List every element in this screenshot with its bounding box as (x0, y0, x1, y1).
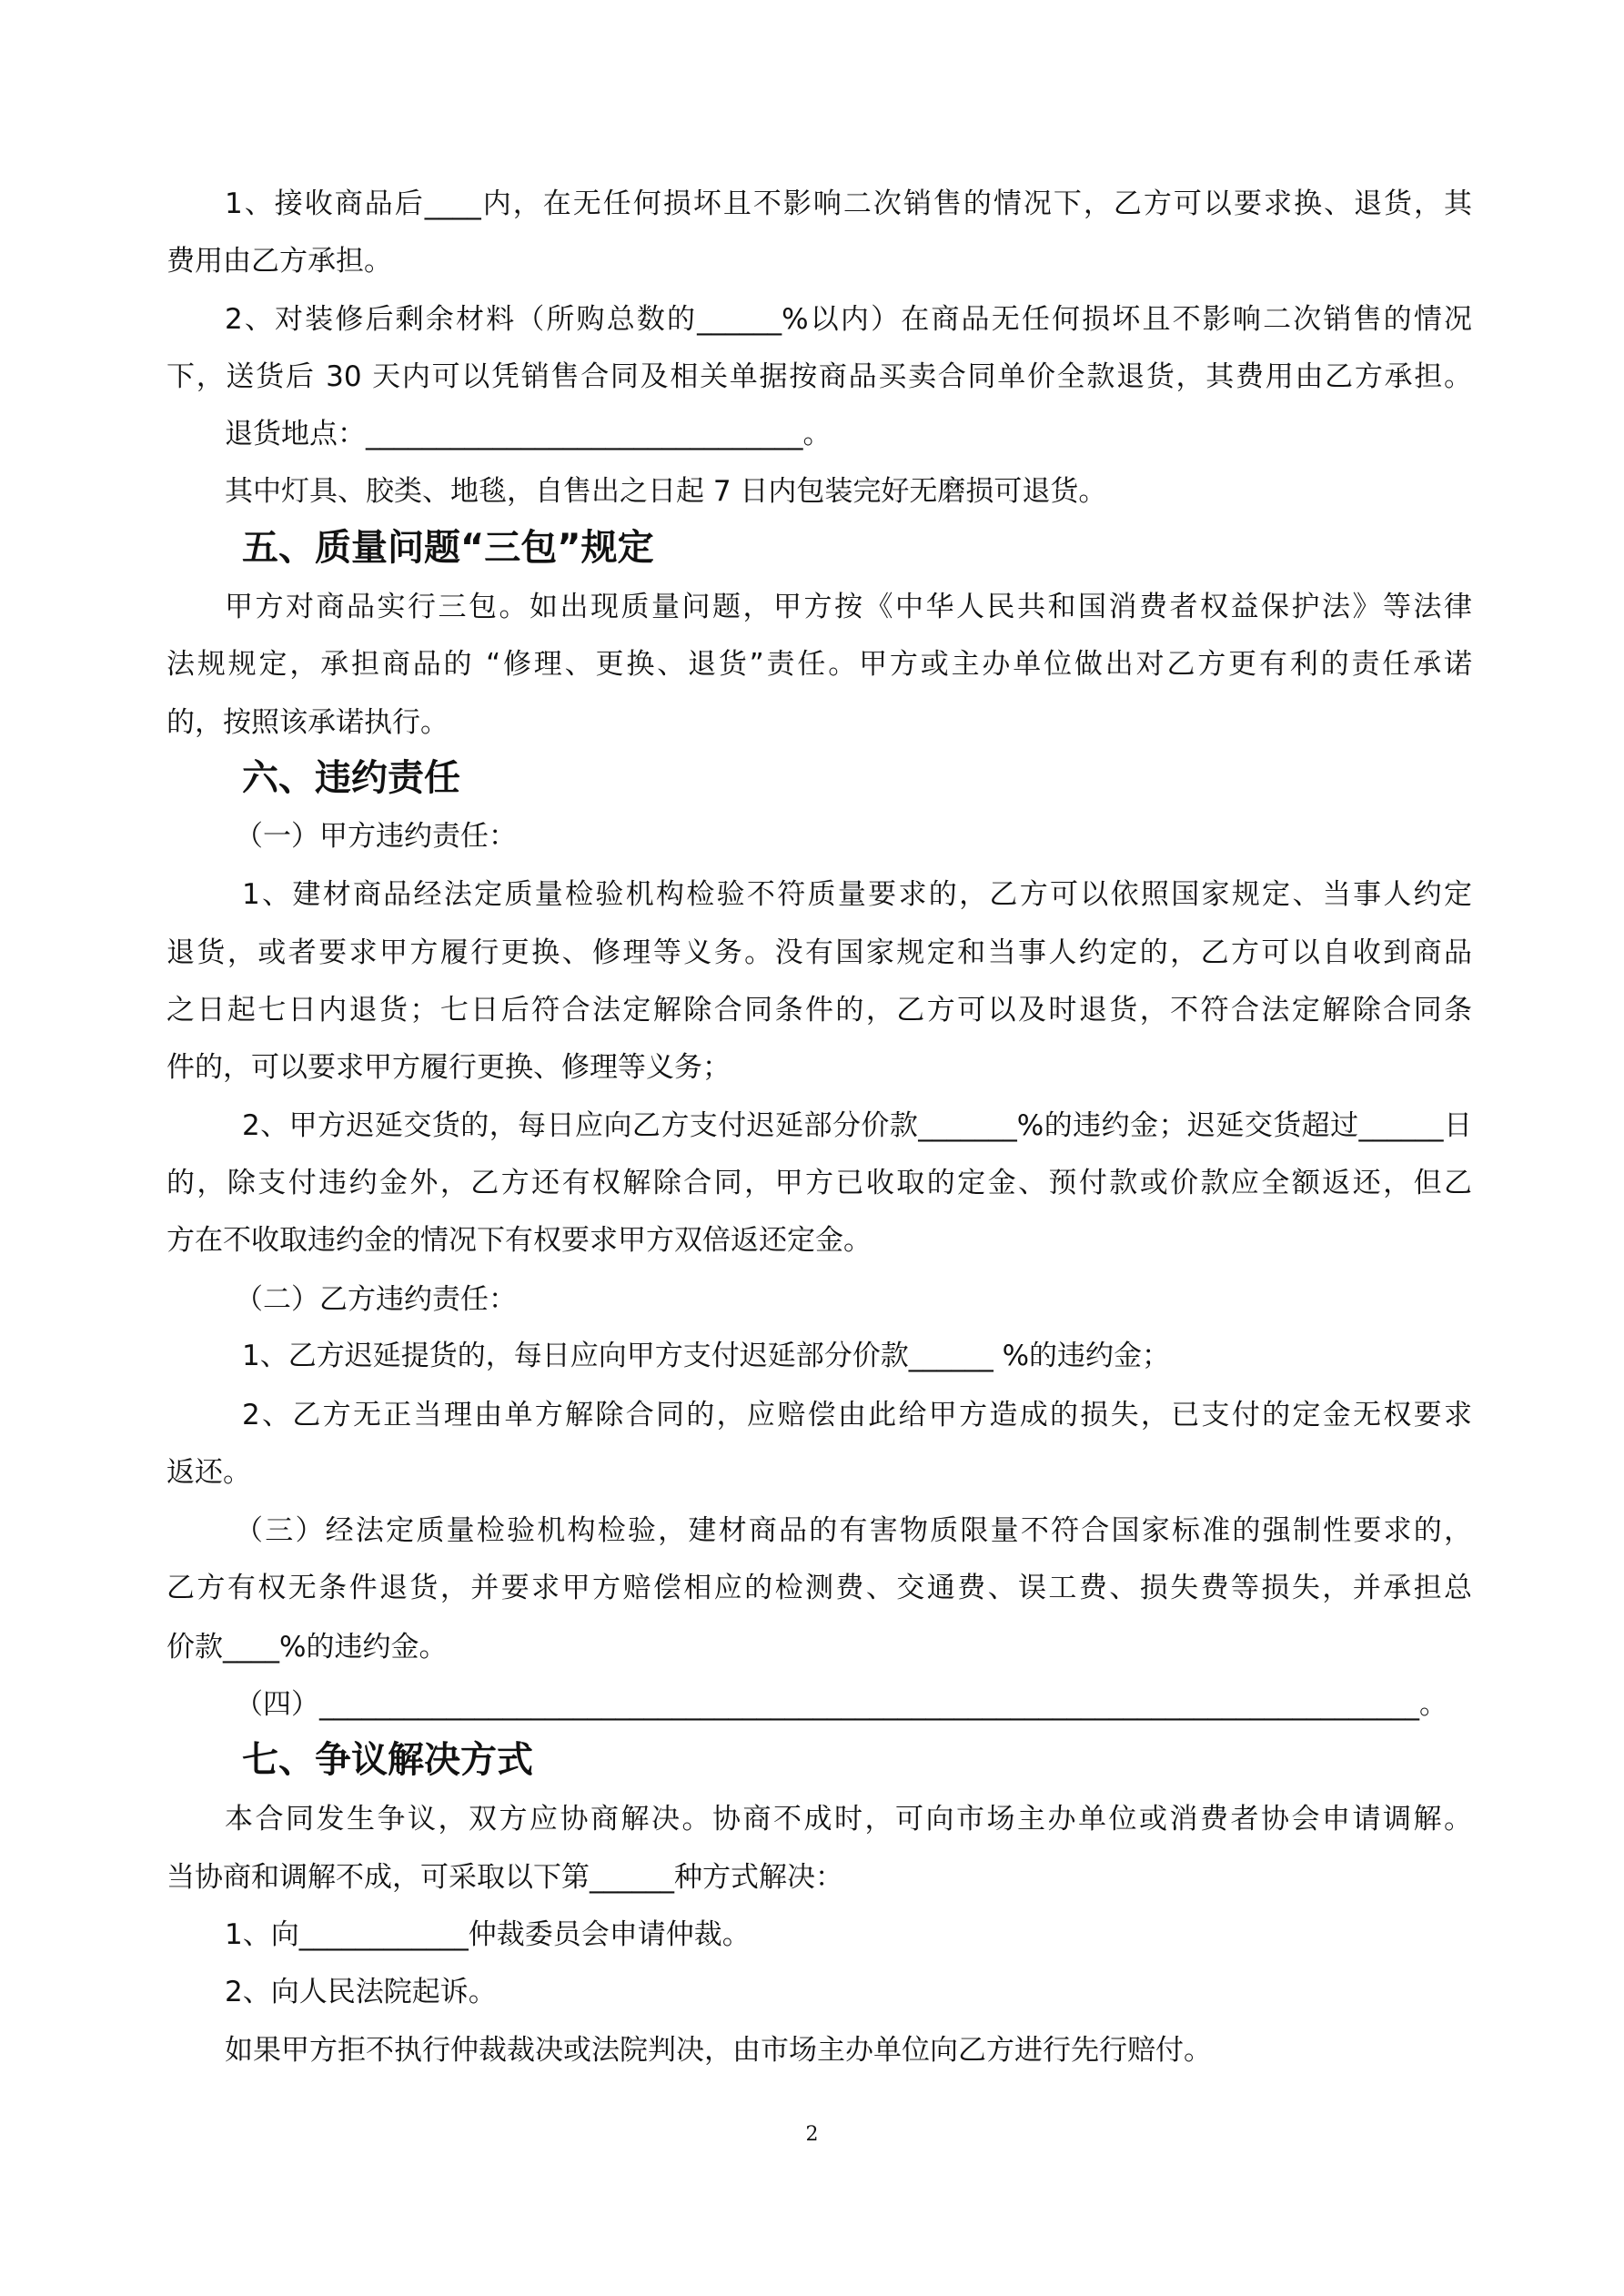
section-heading: 七、争议解决方式 (242, 1739, 533, 1781)
paragraph-line: 其中灯具、胶类、地毯，自售出之日起 7 日内包装完好无磨损可退货。 (225, 475, 1107, 508)
paragraph-line: 本合同发生争议，双方应协商解决。协商不成时，可向市场主办单位或消费者协会申请调解。 (225, 1803, 1472, 1836)
paragraph-line: 1、乙方迟延提货的，每日应向甲方支付迟延部分价款______ %的违约金； (242, 1340, 1171, 1372)
paragraph-line: 法规规定，承担商品的 “修理、更换、退货”责任。甲方或主办单位做出对乙方更有利的责任承诺 (166, 648, 1472, 681)
paragraph-line: 甲方对商品实行三包。如出现质量问题，甲方按《中华人民共和国消费者权益保护法》等法律 (225, 591, 1472, 623)
paragraph-line: （一）甲方违约责任： (235, 820, 517, 853)
page-number: 2 (805, 2123, 819, 2146)
paragraph-line: 退货，或者要求甲方履行更换、修理等义务。没有国家规定和当事人约定的，乙方可以自收到商品 (166, 936, 1472, 969)
paragraph-line: 的，除支付违约金外，乙方还有权解除合同，甲方已收取的定金、预付款或价款应全额返还，但乙 (166, 1167, 1472, 1199)
paragraph-line: （二）乙方违约责任： (235, 1283, 517, 1316)
paragraph-line: 2、对装修后剩余材料（所购总数的______%以内）在商品无任何损坏且不影响二次销售的情况 (225, 303, 1472, 336)
paragraph-line: 2、甲方迟延交货的，每日应向乙方支付迟延部分价款_______%的违约金；迟延交货超过______日 (242, 1109, 1472, 1142)
paragraph-line: 下，送货后 30 天内可以凭销售合同及相关单据按商品买卖合同单价全款退货，其费用由乙方承担。 (166, 360, 1472, 393)
paragraph-line: （三）经法定质量检验机构检验，建材商品的有害物质限量不符合国家标准的强制性要求的， (235, 1514, 1472, 1547)
paragraph-line: 价款____%的违约金。 (166, 1631, 448, 1664)
paragraph-line: 2、乙方无正当理由单方解除合同的，应赔偿由此给甲方造成的损失，已支付的定金无权要求 (242, 1399, 1472, 1431)
section-heading: 六、违约责任 (242, 757, 460, 799)
paragraph-line: 1、接收商品后____内，在无任何损坏且不影响二次销售的情况下，乙方可以要求换、退货，其 (225, 187, 1472, 220)
paragraph-line: 返还。 (166, 1456, 251, 1489)
paragraph-line: 1、向____________仲裁委员会申请仲裁。 (225, 1918, 751, 1951)
paragraph-line: 方在不收取违约金的情况下有权要求甲方双倍返还定金。 (166, 1224, 872, 1257)
paragraph-line: 如果甲方拒不执行仲裁裁决或法院判决，由市场主办单位向乙方进行先行赔付。 (225, 2034, 1212, 2067)
paragraph-line: 的，按照该承诺执行。 (166, 706, 449, 739)
paragraph-line: 1、建材商品经法定质量检验机构检验不符质量要求的，乙方可以依照国家规定、当事人约定 (242, 878, 1472, 911)
paragraph-line: 退货地点：_______________________________。 (225, 418, 832, 450)
section-heading: 五、质量问题“三包”规定 (242, 527, 654, 569)
paragraph-line: （四）______________________________________________________________________________。 (235, 1688, 1447, 1721)
paragraph-line: 费用由乙方承担。 (166, 245, 392, 278)
paragraph-line: 乙方有权无条件退货，并要求甲方赔偿相应的检测费、交通费、误工费、损失费等损失，并承担总 (166, 1572, 1472, 1604)
paragraph-line: 当协商和调解不成，可采取以下第______种方式解决： (166, 1861, 843, 1894)
paragraph-line: 2、向人民法院起诉。 (225, 1976, 497, 2008)
paragraph-line: 件的，可以要求甲方履行更换、修理等义务； (166, 1051, 731, 1084)
paragraph-line: 之日起七日内退货；七日后符合法定解除合同条件的，乙方可以及时退货，不符合法定解除合同条 (166, 994, 1472, 1027)
